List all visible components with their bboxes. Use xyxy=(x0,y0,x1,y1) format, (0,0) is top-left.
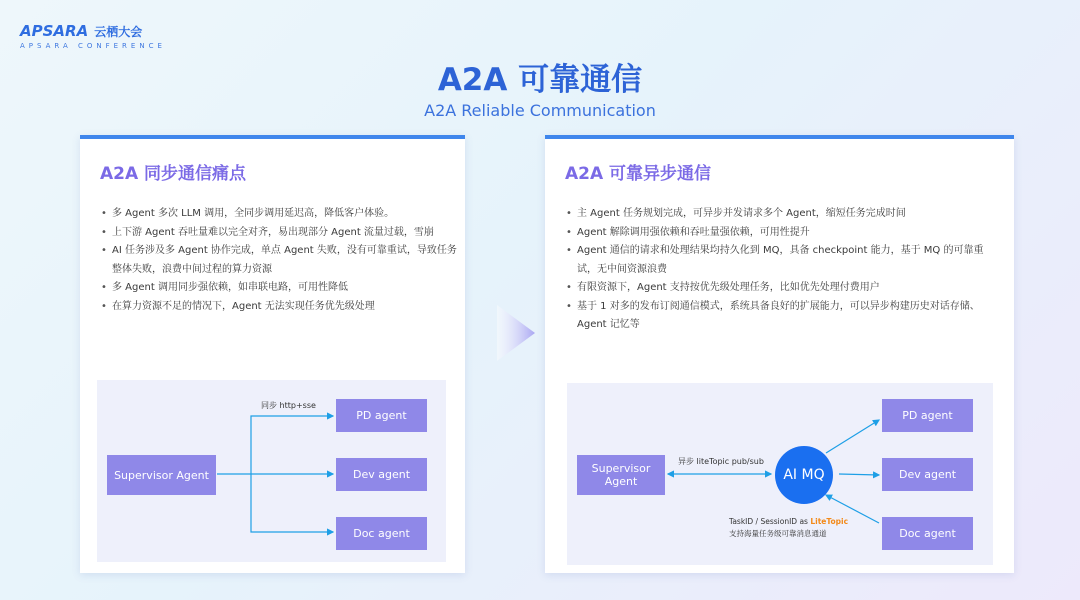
bullet-item: • AI 任务涉及多 Agent 协作完成，单点 Agent 失败，没有可靠重试，导致任务整体失败，浪费中间过程的算力资源 xyxy=(112,242,457,279)
logo-brand-cn: 云栖大会 xyxy=(94,25,143,39)
doc-agent-node: Doc agent xyxy=(336,517,427,550)
reliable-async-panel xyxy=(545,135,1014,573)
doc-agent-node: Doc agent xyxy=(882,517,973,550)
dev-agent-node: Dev agent xyxy=(336,458,427,491)
bullet-item: • 上下游 Agent 吞吐量难以完全对齐，易出现部分 Agent 流量过载，雪崩 xyxy=(112,224,457,243)
page-subtitle: A2A Reliable Communication xyxy=(424,101,656,120)
pd-agent-node: PD agent xyxy=(882,399,973,432)
sync-diagram xyxy=(97,380,446,562)
logo-subtitle: APSARA CONFERENCE xyxy=(20,42,166,50)
bullet-list xyxy=(100,205,457,316)
bullet-item: • 多 Agent 调用同步强依赖，如串联电路，可用性降低 xyxy=(112,279,457,298)
bullet-item: • 基于 1 对多的发布订阅通信模式，系统具备良好的扩展能力，可以异步构建历史对话存储、Agent 记忆等 xyxy=(577,298,992,335)
conference-logo xyxy=(20,22,166,50)
edge-to-doc xyxy=(251,474,333,532)
bullet-item: • Agent 解除调用强依赖和吞吐量强依赖，可用性提升 xyxy=(577,224,992,243)
panel-heading: A2A 同步通信痛点 xyxy=(100,164,247,184)
ai-mq-hub: AI MQ xyxy=(775,446,833,504)
edge-to-pd xyxy=(251,416,333,474)
note-highlight: LiteTopic xyxy=(810,517,849,526)
edge-label: 异步 liteTopic pub/sub xyxy=(678,457,764,466)
litetopic-note xyxy=(729,516,848,540)
panel-heading: A2A 可靠异步通信 xyxy=(565,164,712,184)
note-line2: 支持海量任务级可靠消息通道 xyxy=(729,529,827,538)
pd-agent-node: PD agent xyxy=(336,399,427,432)
edge-to-dev xyxy=(839,474,879,475)
bullet-list xyxy=(565,205,992,335)
edge-to-pd xyxy=(826,420,879,453)
sync-pain-points-panel xyxy=(80,135,465,573)
logo-brand: APSARA xyxy=(20,22,89,40)
bullet-item: • 有限资源下，Agent 支持按优先级处理任务，比如优先处理付费用户 xyxy=(577,279,992,298)
bullet-item: • 主 Agent 任务规划完成，可异步并发请求多个 Agent，缩短任务完成时间 xyxy=(577,205,992,224)
bullet-item: • 在算力资源不足的情况下，Agent 无法实现任务优先级处理 xyxy=(112,298,457,317)
dev-agent-node: Dev agent xyxy=(882,458,973,491)
page-title: A2A 可靠通信 xyxy=(437,62,643,98)
bullet-item: • 多 Agent 多次 LLM 调用，全同步调用延迟高，降低客户体验。 xyxy=(112,205,457,224)
note-prefix: TaskID / SessionID as xyxy=(729,517,811,526)
bullet-item: • Agent 通信的请求和处理结果均持久化到 MQ，具备 checkpoint 能力，基于 MQ 的可靠重试，无中间资源浪费 xyxy=(577,242,992,279)
supervisor-agent-node: Supervisor Agent xyxy=(577,455,665,495)
edge-label: 同步 http+sse xyxy=(261,401,316,410)
async-diagram xyxy=(567,383,993,565)
supervisor-agent-node: Supervisor Agent xyxy=(107,455,216,495)
transition-arrow-icon xyxy=(497,305,537,361)
